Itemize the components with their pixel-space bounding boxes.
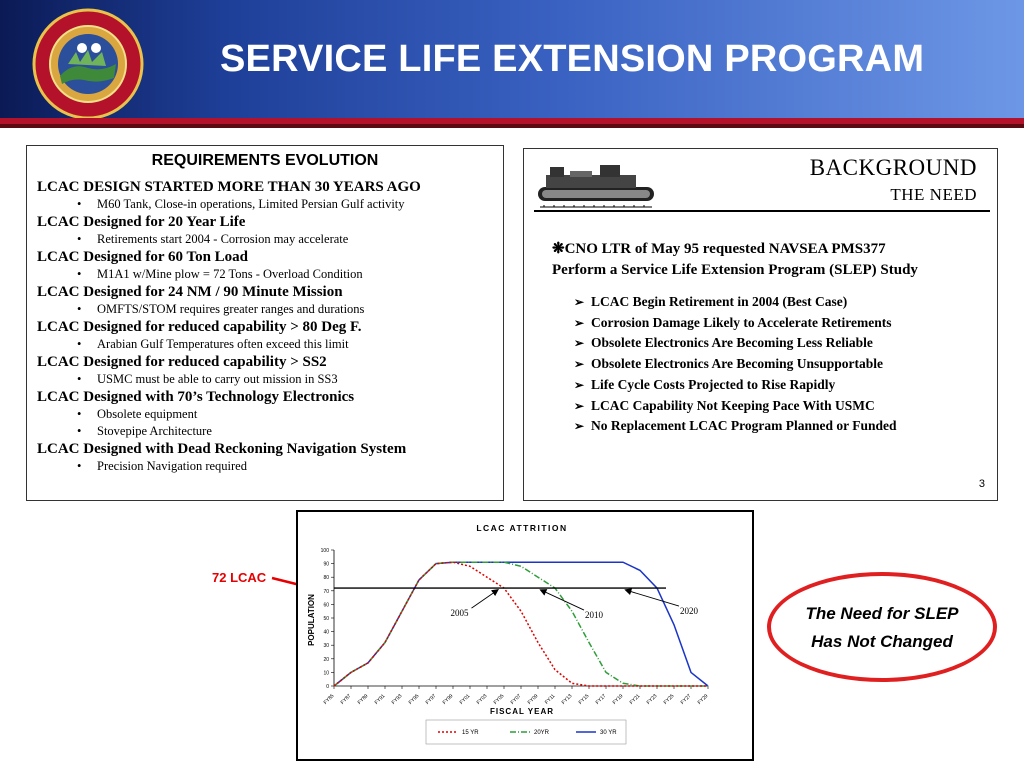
requirements-panel: [26, 145, 504, 501]
chart-y-axis-label: POPULATION: [307, 594, 316, 646]
requirement-detail: • Precision Navigation required: [37, 458, 493, 475]
y-tick-label: 40: [323, 629, 329, 636]
page-number: 3: [978, 478, 985, 490]
requirement-item: LCAC Designed for reduced capability > 80 Deg F.: [37, 319, 362, 335]
program-seal-icon: [32, 8, 144, 120]
slep-callout-text: [767, 600, 997, 656]
chart-x-axis-label: FISCAL YEAR: [489, 707, 555, 716]
series-line-30yr: [334, 562, 708, 686]
x-tick-label: FY03: [475, 693, 489, 706]
slep-line-1: The Need for SLEP: [805, 604, 959, 623]
need-bullets: [574, 292, 994, 437]
annotation-arrow: [472, 590, 498, 608]
title-underline: [534, 210, 990, 212]
need-bullet: ➢ LCAC Capability Not Keeping Pace With USMC: [574, 396, 994, 417]
series-line-15yr: [334, 562, 708, 686]
cno-line-2: Perform a Service Life Extension Program (SLEP) Study: [552, 262, 918, 278]
y-tick-label: 0: [326, 684, 329, 690]
y-tick-label: 10: [323, 670, 329, 677]
x-tick-label: FY25: [662, 693, 676, 706]
requirement-detail: • M1A1 w/Mine plow = 72 Tons - Overload Condition: [37, 266, 493, 283]
y-tick-label: 100: [320, 548, 329, 554]
y-tick-label: 90: [323, 561, 329, 568]
lcac-72-label: 72 LCAC: [212, 570, 267, 585]
x-tick-label: FY99: [441, 693, 455, 706]
chart-title: LCAC ATTRITION: [476, 523, 568, 533]
requirement-detail: • M60 Tank, Close-in operations, Limited Persian Gulf activity: [37, 196, 493, 213]
x-tick-label: FY19: [611, 693, 625, 706]
x-tick-label: FY85: [322, 693, 336, 706]
lcac-hovercraft-icon: [536, 161, 658, 209]
requirement-detail: • OMFTS/STOM requires greater ranges and durations: [37, 301, 493, 318]
x-tick-label: FY17: [594, 693, 608, 706]
requirement-detail: • Arabian Gulf Temperatures often exceed this limit: [37, 336, 493, 353]
need-bullet: ➢ Obsolete Electronics Are Becoming Less Reliable: [574, 333, 994, 354]
x-tick-label: FY07: [509, 693, 523, 706]
requirements-heading: REQUIREMENTS EVOLUTION: [151, 152, 379, 169]
legend-label-20yr: 20YR: [534, 730, 550, 736]
need-bullet: ➢ No Replacement LCAC Program Planned or Funded: [574, 416, 994, 437]
x-tick-label: FY27: [679, 693, 693, 706]
need-bullet: ➢ LCAC Begin Retirement in 2004 (Best Case): [574, 292, 994, 313]
requirement-detail: • Stovepipe Architecture: [37, 423, 493, 440]
attrition-chart: [296, 510, 754, 761]
series-line-20yr: [334, 562, 708, 686]
legend-label-30yr: 30 YR: [600, 730, 617, 736]
x-tick-label: FY13: [560, 693, 574, 706]
x-tick-label: FY11: [543, 693, 557, 706]
x-tick-label: FY29: [696, 693, 710, 706]
x-tick-label: FY01: [458, 693, 472, 706]
y-tick-label: 30: [323, 643, 329, 650]
y-tick-label: 70: [323, 588, 329, 595]
y-tick-label: 60: [323, 602, 329, 609]
attrition-chart-svg: [298, 512, 752, 759]
y-tick-label: 50: [323, 616, 329, 622]
x-tick-label: FY91: [373, 693, 387, 706]
x-tick-label: FY15: [577, 693, 591, 706]
chart-legend: [426, 720, 626, 744]
requirement-detail: • USMC must be able to carry out mission in SS3: [37, 371, 493, 388]
need-bullet: ➢ Obsolete Electronics Are Becoming Unsupportable: [574, 354, 994, 375]
divider-dark: [0, 124, 1024, 128]
slep-line-2: Has Not Changed: [811, 632, 953, 651]
annotation-label: 2020: [680, 606, 698, 617]
background-panel: [523, 148, 998, 501]
x-tick-label: FY87: [339, 693, 353, 706]
x-tick-label: FY95: [407, 693, 421, 706]
requirement-item: LCAC DESIGN STARTED MORE THAN 30 YEARS AGO: [37, 179, 421, 195]
annotation-arrow: [541, 590, 584, 610]
annotation-arrow: [626, 590, 679, 606]
requirement-detail: • Obsolete equipment: [37, 406, 493, 423]
requirement-item: LCAC Designed with 70’s Technology Electronics: [37, 389, 355, 405]
need-bullet: ➢ Life Cycle Costs Projected to Rise Rapidly: [574, 375, 994, 396]
annotation-label: 2005: [450, 608, 469, 619]
background-subtitle: THE NEED: [890, 185, 977, 204]
cno-line-1: ❋CNO LTR of May 95 requested NAVSEA PMS377: [552, 241, 886, 257]
x-tick-label: FY93: [390, 693, 404, 706]
x-tick-label: FY05: [492, 693, 506, 706]
x-tick-label: FY21: [628, 693, 642, 706]
requirement-detail: • Retirements start 2004 - Corrosion may accelerate: [37, 231, 493, 248]
x-tick-label: FY89: [356, 693, 370, 706]
need-bullet: ➢ Corrosion Damage Likely to Accelerate Retirements: [574, 313, 994, 334]
page-title: SERVICE LIFE EXTENSION PROGRAM: [220, 38, 925, 80]
x-tick-label: FY97: [424, 693, 438, 706]
y-tick-label: 20: [323, 656, 329, 663]
requirement-item: LCAC Designed for 20 Year Life: [37, 214, 246, 230]
requirement-item: LCAC Designed with Dead Reckoning Navigation System: [37, 441, 407, 457]
y-tick-label: 80: [323, 575, 329, 582]
cno-letter-text: [552, 239, 992, 281]
legend-label-15yr: 15 YR: [462, 730, 479, 736]
x-tick-label: FY09: [526, 693, 540, 706]
x-tick-label: FY23: [645, 693, 659, 706]
annotation-label: 2010: [585, 610, 603, 621]
background-title: BACKGROUND: [809, 155, 977, 180]
requirement-item: LCAC Designed for 60 Ton Load: [37, 249, 249, 265]
requirement-item: LCAC Designed for 24 NM / 90 Minute Mission: [37, 284, 343, 300]
requirement-item: LCAC Designed for reduced capability > SS2: [37, 354, 327, 370]
